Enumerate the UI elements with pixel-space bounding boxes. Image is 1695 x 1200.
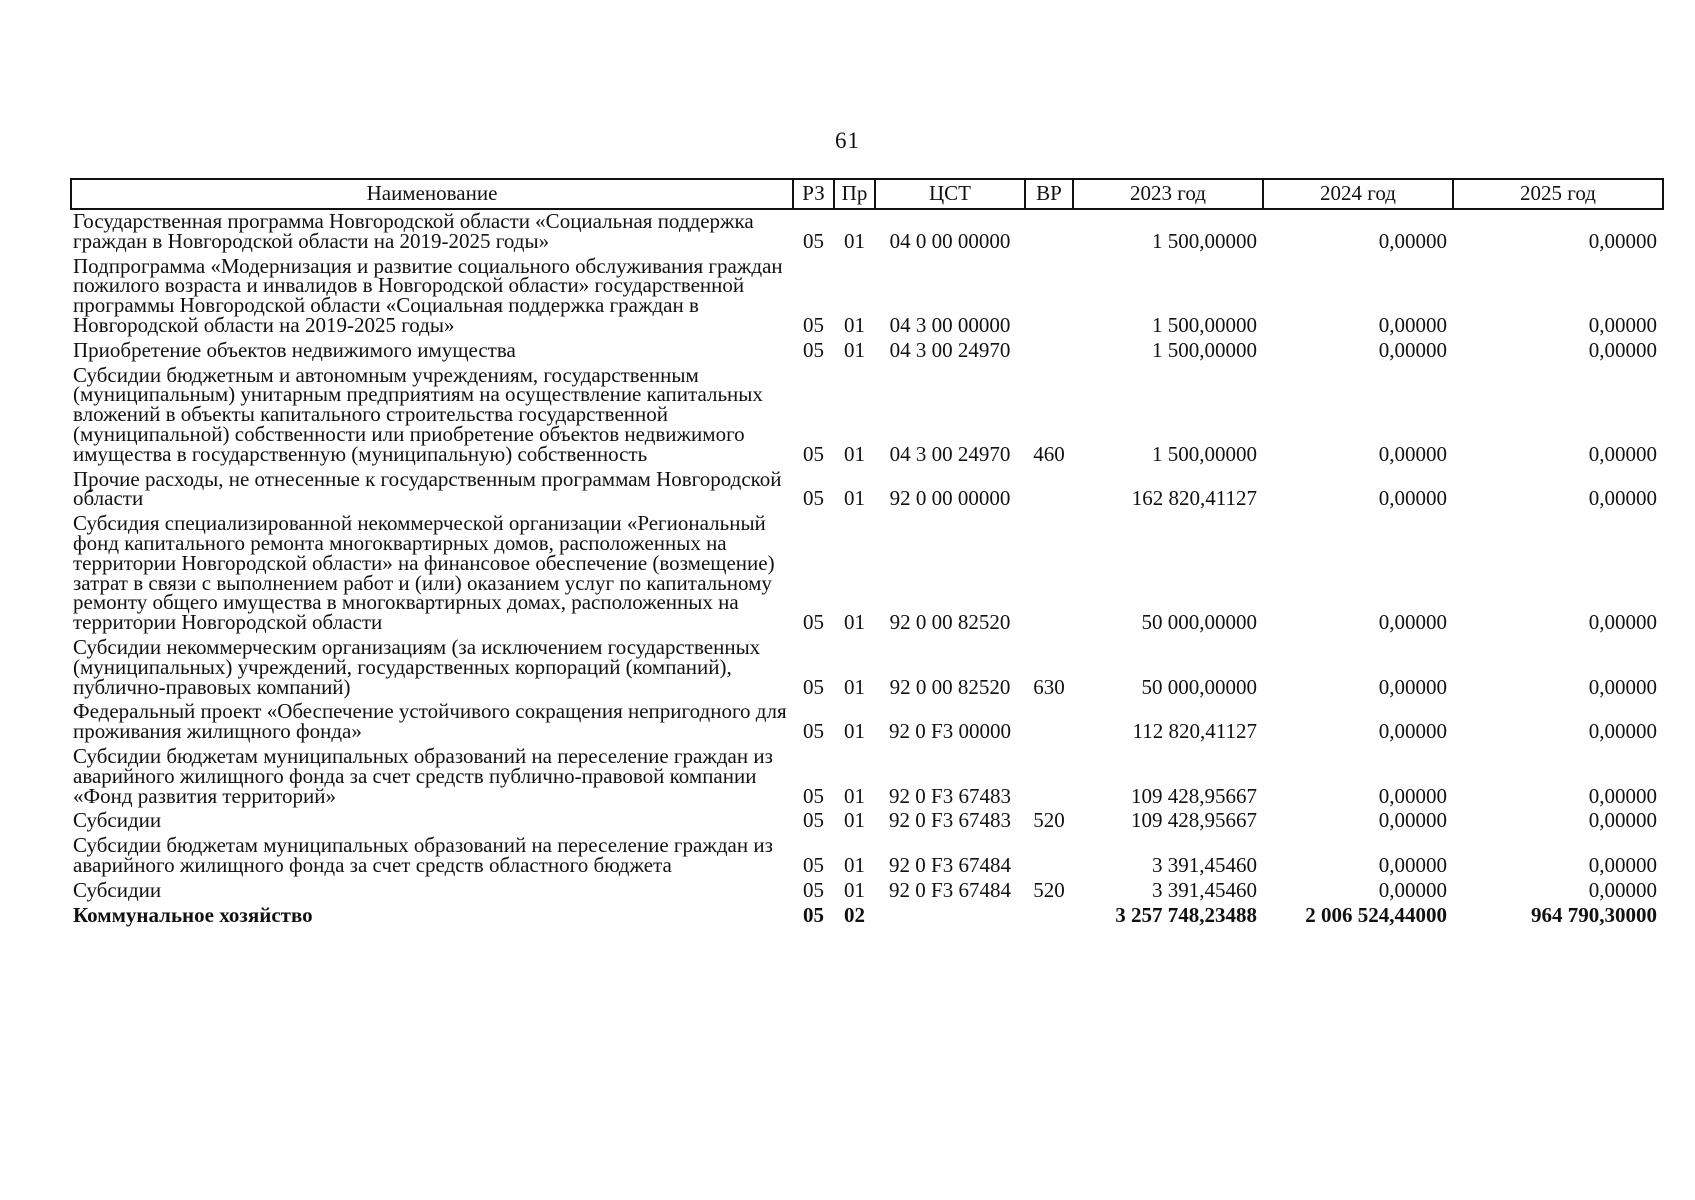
cell-cst: 92 0 00 82520 [889,610,1011,635]
cell-pr: 01 [844,228,865,253]
cell-rz: 05 [803,312,824,337]
cell-2025: 0,00000 [1588,228,1657,253]
cell-cst: 04 3 00 24970 [889,337,1011,362]
cell-cst [875,904,1025,929]
cell-2023: 3 391,45460 [1152,852,1257,877]
cell-name: Коммунальное хозяйство [73,902,313,927]
cell-2025: 0,00000 [1588,610,1657,635]
cell-rz: 05 [803,610,824,635]
table-row [71,255,1663,339]
table-row [71,834,1663,879]
table-body [71,209,1663,928]
header-vr: ВР [1025,179,1073,209]
budget-table [70,178,1664,928]
cell-cst: 92 0 F3 67484 [889,877,1011,902]
cell-2024: 0,00000 [1378,674,1447,699]
cell-cst: 92 0 00 00000 [889,486,1011,511]
cell-cst: 92 0 F3 67483 [889,783,1011,808]
cell-name: Субсидии некоммерческим организациям (за исключением государственных (муниципальных) учреждений, государственных корпораций (компаний), публично-правовых компаний) [73,634,761,699]
cell-rz: 05 [803,719,824,744]
header-rz: РЗ [793,179,834,209]
table-row [71,904,1663,929]
cell-pr: 01 [844,877,865,902]
cell-cst: 04 3 00 00000 [889,312,1011,337]
cell-2024: 0,00000 [1378,610,1447,635]
cell-vr [1025,255,1073,339]
cell-2023: 112 820,41127 [1132,719,1257,744]
cell-cst: 92 0 F3 00000 [889,719,1011,744]
header-cst: ЦСТ [875,179,1025,209]
cell-vr [1025,834,1073,879]
cell-2023: 109 428,95667 [1131,808,1257,833]
cell-2023: 3 257 748,23488 [1115,902,1257,927]
cell-pr: 01 [844,783,865,808]
table-row [71,512,1663,636]
cell-vr [1025,512,1073,636]
table-row [71,339,1663,364]
cell-vr: 460 [1033,441,1065,466]
cell-pr: 01 [844,486,865,511]
cell-pr: 01 [844,719,865,744]
cell-2025: 0,00000 [1588,852,1657,877]
cell-cst: 04 0 00 00000 [889,228,1011,253]
cell-rz: 05 [803,852,824,877]
cell-rz: 05 [803,877,824,902]
cell-pr: 01 [844,674,865,699]
page-number: 61 [835,128,860,153]
cell-rz: 05 [803,783,824,808]
table-row [71,636,1663,700]
cell-name: Субсидия специализированной некоммерческой организации «Региональный фонд капитального ремонта многоквартирных домов, расположенных на территории Новгородской области» на финансовое обеспечение (возмещение) затрат в связи с выполнением работ и (или) оказанием услуг по капитальному ремонту общего имущества в многоквартирных домах, расположенных на территории Новгородской области [73,511,775,635]
cell-pr: 01 [844,852,865,877]
table-row [71,879,1663,904]
header-2025: 2025 год [1453,179,1663,209]
cell-2025: 0,00000 [1588,808,1657,833]
table-row [71,364,1663,468]
cell-2024: 0,00000 [1378,337,1447,362]
cell-2025: 0,00000 [1588,719,1657,744]
cell-pr: 01 [844,441,865,466]
cell-vr: 520 [1033,808,1065,833]
cell-name: Прочие расходы, не отнесенные к государственным программам Новгородской области [73,466,782,511]
cell-rz: 05 [803,808,824,833]
cell-name: Субсидии [73,808,162,833]
header-2023: 2023 год [1073,179,1263,209]
header-name: Наименование [71,179,793,209]
cell-2025: 0,00000 [1588,337,1657,362]
cell-name: Федеральный проект «Обеспечение устойчивого сокращения непригодного для проживания жилищного фонда» [73,699,787,744]
cell-2025: 964 790,30000 [1531,902,1657,927]
cell-2024: 0,00000 [1378,228,1447,253]
cell-2023: 1 500,00000 [1152,228,1257,253]
cell-name: Субсидии бюджетам муниципальных образований на переселение граждан из аварийного жилищного фонда за счет средств публично-правовой компании «Фонд развития территорий» [73,743,773,808]
table-row [71,745,1663,809]
cell-2024: 0,00000 [1378,783,1447,808]
cell-cst: 92 0 F3 67484 [889,852,1011,877]
cell-vr: 520 [1033,877,1065,902]
cell-2023: 1 500,00000 [1152,312,1257,337]
cell-rz: 05 [803,441,824,466]
cell-name: Субсидии бюджетам муниципальных образований на переселение граждан из аварийного жилищного фонда за счет средств областного бюджета [73,833,773,877]
cell-pr: 02 [844,902,865,927]
table-row [71,700,1663,745]
cell-2024: 0,00000 [1378,441,1447,466]
table-header-row [71,179,1663,209]
cell-2024: 2 006 524,44000 [1305,902,1447,927]
cell-pr: 01 [844,808,865,833]
cell-2023: 109 428,95667 [1131,783,1257,808]
cell-2024: 0,00000 [1378,719,1447,744]
cell-pr: 01 [844,610,865,635]
cell-cst: 92 0 F3 67483 [889,808,1011,833]
header-pr: Пр [834,179,875,209]
cell-2023: 50 000,00000 [1141,674,1257,699]
cell-vr [1025,209,1073,255]
cell-vr [1025,745,1073,809]
cell-name: Подпрограмма «Модернизация и развитие социального обслуживания граждан пожилого возраста и инвалидов в Новгородской области» государственной программы Новгородской области «Социальная поддержка граждан в Новгородской области на 2019-2025 годы» [73,253,783,337]
cell-name: Субсидии [73,877,162,902]
cell-vr [1025,700,1073,745]
cell-2025: 0,00000 [1588,783,1657,808]
table-row [71,809,1663,834]
cell-rz: 05 [803,674,824,699]
cell-cst: 92 0 00 82520 [889,674,1011,699]
cell-2025: 0,00000 [1588,441,1657,466]
cell-rz: 05 [803,337,824,362]
cell-2024: 0,00000 [1378,312,1447,337]
cell-rz: 05 [803,902,824,927]
cell-2024: 0,00000 [1378,808,1447,833]
table-row [71,468,1663,513]
cell-cst: 04 3 00 24970 [889,441,1011,466]
cell-vr [1025,904,1073,929]
cell-pr: 01 [844,312,865,337]
cell-2024: 0,00000 [1378,486,1447,511]
header-2024: 2024 год [1263,179,1453,209]
cell-2025: 0,00000 [1588,877,1657,902]
cell-name: Субсидии бюджетным и автономным учреждениям, государственным (муниципальным) унитарным предприятиям на осуществление капитальных вложений в объекты капитального строительства государственной (муниципальной) собственности или приобретение объектов недвижимого имущества в государственную (муниципальную) собственность [73,362,763,466]
cell-2023: 162 820,41127 [1131,486,1257,511]
cell-2023: 50 000,00000 [1141,610,1257,635]
cell-2025: 0,00000 [1588,674,1657,699]
cell-vr [1025,339,1073,364]
cell-rz: 05 [803,228,824,253]
cell-2023: 1 500,00000 [1152,441,1257,466]
cell-vr [1025,468,1073,513]
cell-2024: 0,00000 [1378,852,1447,877]
cell-2025: 0,00000 [1588,486,1657,511]
cell-2024: 0,00000 [1378,877,1447,902]
cell-name: Приобретение объектов недвижимого имущества [73,337,516,362]
cell-rz: 05 [803,486,824,511]
cell-2023: 1 500,00000 [1152,337,1257,362]
table-row [71,209,1663,255]
cell-2025: 0,00000 [1588,312,1657,337]
cell-pr: 01 [844,337,865,362]
cell-vr: 630 [1033,674,1065,699]
cell-2023: 3 391,45460 [1152,877,1257,902]
cell-name: Государственная программа Новгородской области «Социальная поддержка граждан в Новгородской области на 2019-2025 годы» [73,209,754,253]
